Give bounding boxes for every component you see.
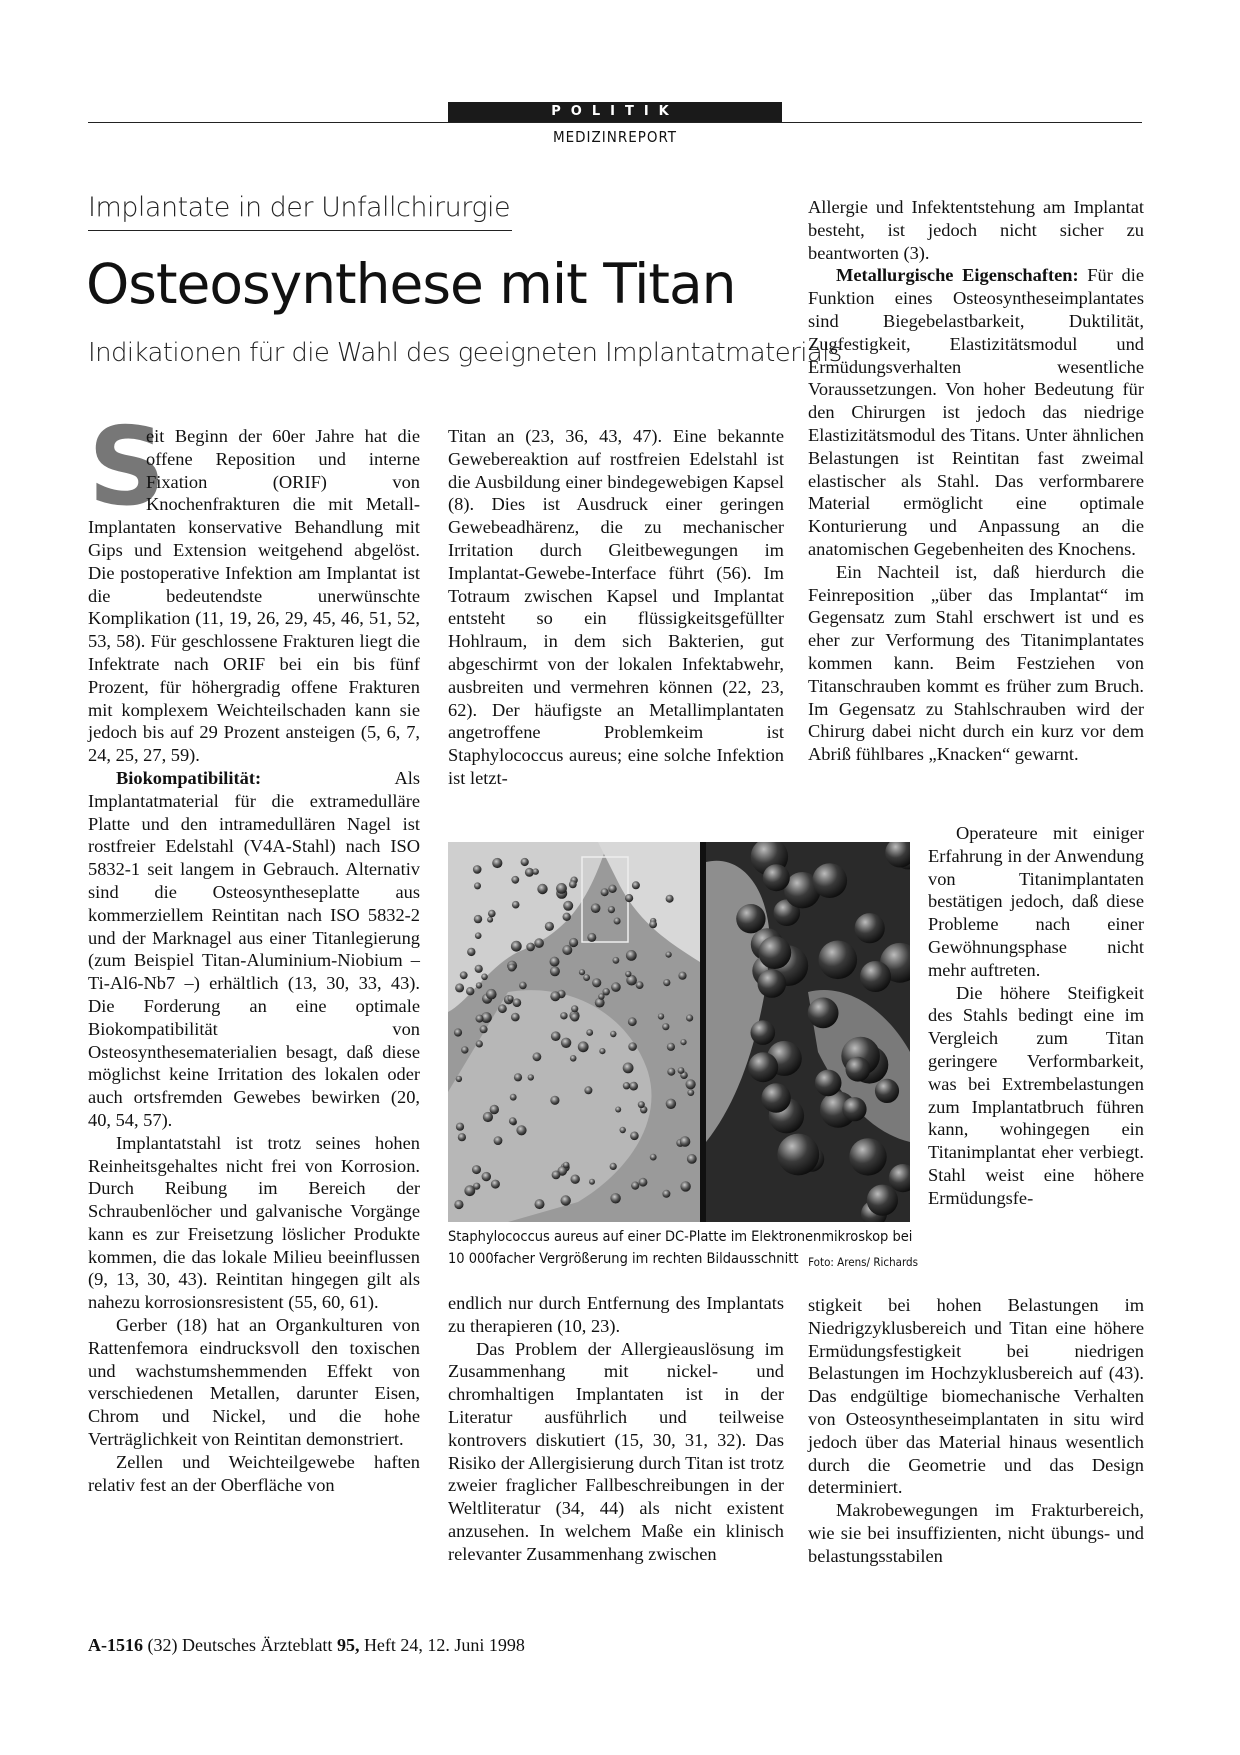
paragraph bbox=[88, 767, 420, 1132]
page-footer bbox=[88, 1635, 525, 1656]
paragraph: Allergie und Infektentstehung am Implantat besteht, ist jedoch nicht sicher zu beantworten (3). bbox=[808, 197, 1144, 263]
column-3-bottom bbox=[808, 1294, 1144, 1568]
paragraph: Gerber (18) hat an Organkulturen von Rattenfemora eindrucksvoll den toxischen und wachstumshemmenden Effekt von verschiedenen Metallen, darunter Eisen, Chrom und Nickel, und die hohe Verträglichkeit von Reintitan demonstriert. bbox=[88, 1315, 420, 1450]
paragraph-text: eit Beginn der 60er Jahre hat die offene Reposition und interne Fixation (ORIF) von Knochenfrakturen die mit Metall-Implantaten konservative Behandlung mit Gips und Extension weitgehend abgelöst. Die postoperative Infektion am Implantat ist die bedeutendste unerwünschte Komplikation (11, 19, 26, 29, 45, 46, 51, 52, 53, 58). Für geschlossene Frakturen liegt die Infektrate nach ORIF bei ein bis fünf Prozent, für höhergradig offene Frakturen mit komplexem Weichteilschaden kann sie jedoch bis auf 29 Prozent ansteigen (5, 6, 7, 24, 25, 27, 59). bbox=[88, 426, 420, 766]
kicker-underline bbox=[88, 230, 512, 231]
caption-text: Staphylococcus aureus auf einer DC-Platte im Elektronenmikroskop bei 10 000facher Vergrößerung im rechten Bildausschnitt bbox=[448, 1229, 913, 1267]
runin-heading: Metallurgische Eigenschaften: bbox=[836, 265, 1079, 286]
article-kicker: Implantate in der Unfallchirurgie bbox=[88, 192, 511, 223]
volume: 95, bbox=[336, 1635, 360, 1655]
paragraph bbox=[808, 264, 1144, 560]
article-subtitle: Indikationen für die Wahl des geeigneten Implantatmaterials bbox=[88, 338, 842, 368]
paragraph: Operateure mit einiger Erfahrung in der Anwendung von Titanimplantaten bestätigen jedoch, daß diese Probleme nach einer Gewöhnungsphase nicht mehr auftreten. bbox=[928, 823, 1144, 980]
column-1 bbox=[88, 405, 420, 1496]
paragraph: Die höhere Steifigkeit des Stahls bedingt eine im Vergleich zum Titan geringere Verformbarkeit, was bei Extrembelastungen zum Implantatbruch führen kann, wohingegen ein Titanimplantat eher verbiegt. Stahl weist eine höhere Ermüdungsfe- bbox=[928, 982, 1144, 1208]
paragraph: Titan an (23, 36, 43, 47). Eine bekannte Gewebereaktion auf rostfreien Edelstahl ist die Ausbildung einer bindegewebigen Kapsel (8). Dies ist Ausdruck einer geringen Gewebeadhärenz, die zu mechanischer Irritation durch Gleitbewegungen im Implantat-Gewebe-Interface führt (56). Im Totraum zwischen Kapsel und Implantat entsteht so ein flüssigkeitsgefüllter Hohlraum, in dem sich Bakterien, gut abgeschirmt von der lokalen Infektabwehr, ausbreiten und vermehren können (22, 23, 62). Der häufigste an Metallimplantaten angetroffene Problemkeim ist Staphylococcus aureus; eine solche Infektion ist letzt- bbox=[448, 426, 784, 788]
photo-credit: Foto: Arens/ Richards bbox=[808, 1255, 918, 1269]
paragraph: endlich nur durch Entfernung des Implantats zu therapieren (10, 23). bbox=[448, 1293, 784, 1336]
article-title: Osteosynthese mit Titan bbox=[86, 252, 736, 316]
figure-caption bbox=[448, 1226, 918, 1273]
paragraph-text: Für die Funktion eines Osteosyntheseimplantates sind Biegebelastbarkeit, Duktilität, Zugfestigkeit, Elastizitätsmodul und Ermüdungsverhalten wesentliche Voraussetzungen. Von hoher Bedeutung für den Chirurgen ist jedoch das niedrige Elastizitätsmodul des Titans. Unter ähnlichen Belastungen ist Reintitan fast zweimal elastischer als Stahl. Das verformbarere Material ermöglicht eine optimale Konturierung und Anpassung an die anatomischen Gegebenheiten des Knochens. bbox=[808, 265, 1145, 559]
column-2-top bbox=[448, 425, 784, 790]
paragraph: Zellen und Weichteilgewebe haften relativ fest an der Oberfläche von bbox=[88, 1451, 420, 1495]
paragraph: stigkeit bei hohen Belastungen im Niedrigzyklusbereich und Titan eine höhere Ermüdungsfestigkeit bei niedrigen Belastungen im Hochzyklusbereich auf (43). Das endgültige biomechanische Verhalten von Osteosyntheseimplantaten in situ wird jedoch über das Material hinaus wesentlich durch die Geometrie und das Design determiniert. bbox=[808, 1295, 1144, 1498]
micrograph-figure bbox=[448, 842, 910, 1222]
paragraph: Makrobewegungen im Frakturbereich, wie sie bei insuffizienten, nicht übungs- und belastungsstabilen bbox=[808, 1500, 1144, 1566]
column-3-narrow bbox=[928, 822, 1144, 1210]
header-rule bbox=[88, 122, 1142, 123]
paragraph: Das Problem der Allergieauslösung im Zusammenhang mit nickel- und chromhaltigen Implantaten ist in der Literatur ausführlich und teilweise kontrovers diskutiert (15, 30, 31, 32). Das Risiko der Allergisierung durch Titan ist trotz zweier fraglicher Fallbeschreibungen in der Weltliteratur (34, 44) als nicht existent anzusehen. In welchem Maße ein klinisch relevanter Zusammenhang zwischen bbox=[448, 1338, 784, 1564]
runin-heading: Biokompatibilität: bbox=[116, 767, 262, 788]
column-2-bottom bbox=[448, 1292, 784, 1566]
micrograph-image bbox=[448, 842, 910, 1222]
page-number: A-1516 bbox=[88, 1635, 143, 1655]
paragraph: Ein Nachteil ist, daß hierdurch die Feinreposition „über das Implantat“ im Gegensatz zum Stahl erschwert ist und es eher zur Verformung des Titanimplantates kommen kann. Beim Festziehen von Titanschrauben kommt es früher zum Bruch. Im Gegensatz zu Stahlschrauben wird der Chirurg dabei nicht durch ein kurz vor dem Abriß fühlbares „Knacken“ gewarnt. bbox=[808, 561, 1144, 765]
column-3-top bbox=[808, 196, 1144, 766]
paragraph bbox=[88, 405, 420, 767]
subsection-label: MEDIZINREPORT bbox=[552, 128, 678, 146]
issue-date: Heft 24, 12. Juni 1998 bbox=[363, 1635, 525, 1655]
journal-name: (32) Deutsches Ärzteblatt bbox=[147, 1635, 333, 1655]
section-label: POLITIK bbox=[448, 102, 782, 122]
paragraph-text: Als Implantatmaterial für die extramedulläre Platte und den intramedullären Nagel ist rostfreier Edelstahl (V4A-Stahl) nach ISO 5832-1 seit langem in Gebrauch. Alternativ sind die Osteosyntheseplatte aus kommerziellem Reintitan nach ISO 5832-2 und der Marknagel aus einer Titanlegierung (zum Beispiel Titan-Aluminium-Niobium – Ti-Al6-Nb7 –) erhältlich (13, 30, 33, 43). Die Forderung an eine optimale Biokompatibilität von Osteosynthesematerialien besagt, daß diese möglichst keine Irritation des lokalen oder auch ortsfremden Gewebes bewirken (20, 40, 54, 57). bbox=[88, 767, 420, 1130]
drop-cap: S bbox=[88, 405, 166, 530]
paragraph: Implantatstahl ist trotz seines hohen Reinheitsgehaltes nicht frei von Korrosion. Durch Reibung im Bereich der Schraubenlöcher und galvanische Vorgänge kann es zur Freisetzung löslicher Produkte kommen, die das lokale Milieu beeinflussen (9, 13, 30, 43). Reintitan hingegen gilt als nahezu korrosionsresistent (55, 60, 61). bbox=[88, 1132, 420, 1313]
